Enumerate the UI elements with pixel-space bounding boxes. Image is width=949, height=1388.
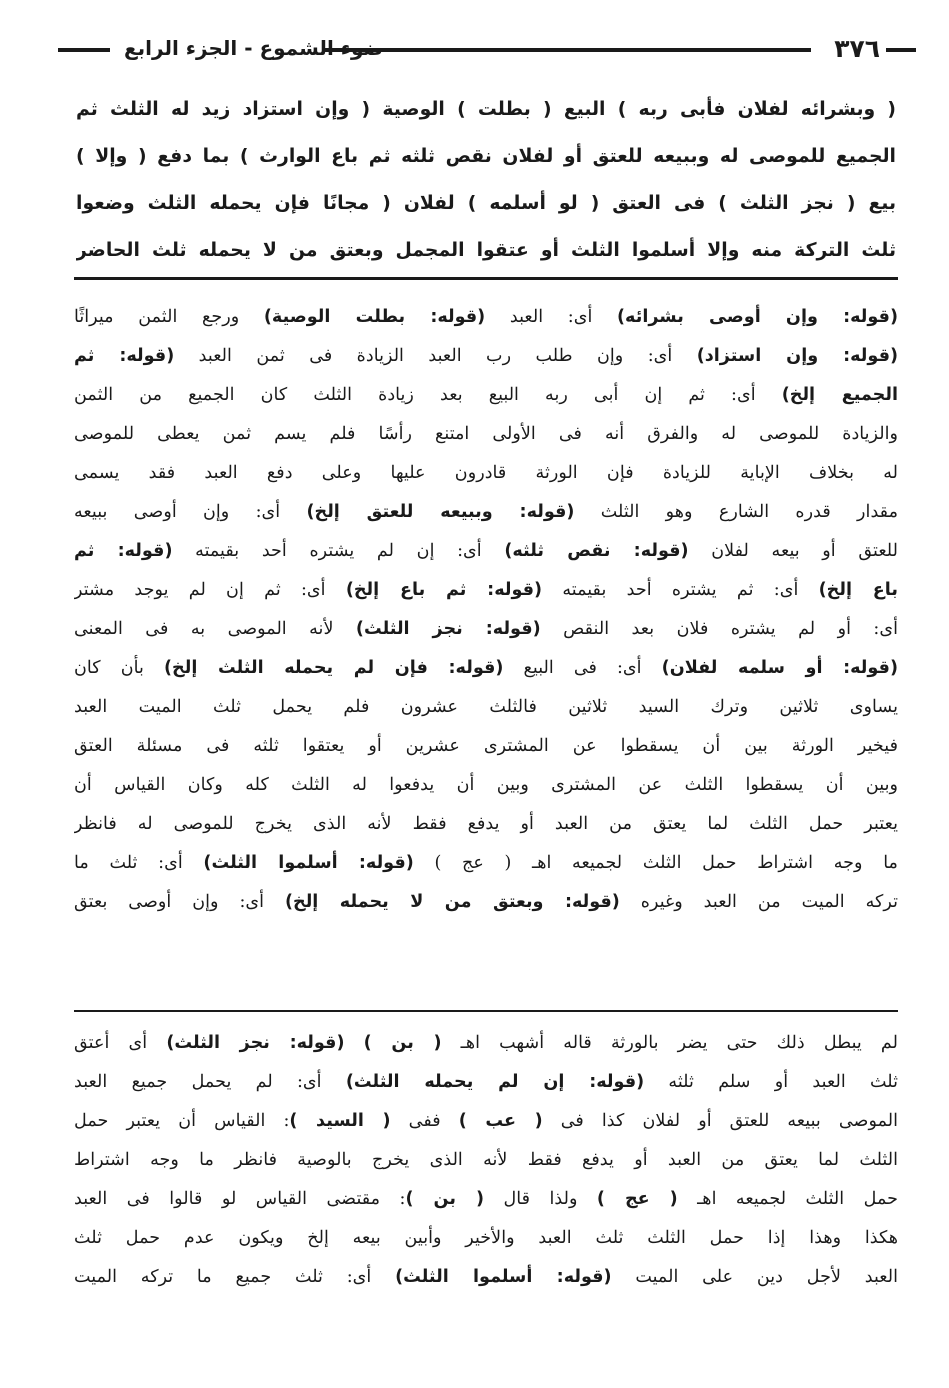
commentary-text: ففى <box>390 1111 459 1131</box>
quoted-lemma: (قوله: ثم <box>74 346 175 366</box>
quoted-lemma: (قوله: أسلموا الثلث) <box>395 1267 612 1287</box>
commentary-text: أى: ثم إن أبى ربه البيع بعد زيادة الثلث كان الجميع من الثمن <box>74 385 782 405</box>
commentary-text: يعتبر حمل الثلث لما يعتق من العبد أو يدفع فقط لأنه الذى يخرج للموصى له فانظر <box>74 814 898 834</box>
quoted-lemma: (قوله: ثم باع إلخ) <box>345 580 543 600</box>
hashiya-line <box>74 1258 898 1297</box>
matn-line: ( وبشرائه لفلان فأبى ربه ) البيع ( بطلت ) الوصية ( وإن استزاد زيد له الثلث ثم <box>76 99 896 120</box>
commentary-text: أى: إن لم يشتره أحد بقيمته <box>172 541 505 561</box>
commentary-text: أى: ثم إن لم يوجد مشتر <box>74 580 346 600</box>
commentary-text: ما وجه اشتراط حمل الثلث لجميعه اهـ ( عج ) <box>413 853 898 873</box>
commentary-text: أى: وإن طلب رب العبد الزيادة فى ثمن العبد <box>174 346 697 366</box>
header-dash-left <box>58 48 110 52</box>
hashiya-line <box>74 1024 898 1063</box>
quoted-lemma: (قوله: وبعتق من لا يحمله إلخ) <box>284 892 620 912</box>
header-dash-right <box>886 48 916 52</box>
quoted-lemma: الجميع إلخ) <box>781 385 898 405</box>
commentary-text: أى: ثلث ما <box>74 853 204 873</box>
commentary-text: أى: لم يحمل جميع العبد <box>74 1072 346 1092</box>
commentary-text <box>344 1033 363 1053</box>
commentary-text: أى أعتق <box>74 1033 167 1053</box>
quoted-lemma: (قوله: إن لم يحمله الثلث) <box>345 1072 645 1092</box>
quoted-lemma: (قوله: أو سلمه لفلان) <box>661 658 898 678</box>
commentary-text: هكذا وهذا إذا حمل الثلث ثلث العبد والأخير وأبين بيعه إلخ ويكون عدم حمل ثلث <box>74 1228 898 1248</box>
commentary-text: ثلث العبد أو سلم ثلثه <box>644 1072 898 1092</box>
hashiya-line <box>74 1063 898 1102</box>
matn-line: الجميع للموصى له وببيعه للعتق أو لفلان نقص ثلثه ثم باع الوارث ) بما دفع ( وإلا ) <box>76 146 896 167</box>
commentary-text: حمل الثلث لجميعه اهـ <box>677 1189 898 1209</box>
quoted-lemma: (قوله: نجز الثلث) <box>166 1033 345 1053</box>
matn-line: ثلث التركة منه وإلا أسلموا الثلث أو عتقوا المجمل وبعتق من لا يحمله ثلث الحاضر <box>76 240 896 261</box>
commentary-text: وبين أن يسقطوا الثلث عن المشترى وبين أن يدفعوا له الثلث كله وكان القياس أن <box>74 775 898 795</box>
sharh-line <box>74 454 898 493</box>
running-title: ضوء الشموع - الجزء الرابع <box>124 36 383 60</box>
quoted-lemma: ( بن ) <box>405 1189 484 1209</box>
commentary-text: تركه الميت من العبد وغيره <box>619 892 898 912</box>
commentary-text: أى: فى البيع <box>503 658 662 678</box>
commentary-text: أى: ثلث جميع ما تركه الميت <box>74 1267 396 1287</box>
quoted-lemma: (قوله: وببيعه للعتق إلخ) <box>306 502 575 522</box>
quoted-lemma: (قوله: أسلموا الثلث) <box>203 853 414 873</box>
commentary-text: يساوى ثلاثين وترك السيد ثلاثين فالثلث عشرون فلم يحمل ثلث الميت العبد <box>74 697 898 717</box>
quoted-lemma: (قوله: نقص ثلثه) <box>504 541 689 561</box>
page-header <box>58 30 916 70</box>
sharh-line <box>74 337 898 376</box>
commentary-text: لم يبطل ذلك حتى يضر بالورثة قاله أشهب اهـ <box>441 1033 898 1053</box>
quoted-lemma: ( عب ) <box>458 1111 543 1131</box>
sharh-line <box>74 493 898 532</box>
commentary-text: والزيادة للموصى له والفرق أنه فى الأولى امتنع رأسًا فلم يسم ثمن يعطى للموصى <box>74 424 898 444</box>
quoted-lemma: (قوله: بطلت الوصية) <box>263 307 486 327</box>
commentary-text: له بخلاف الإباية للزيادة فإن الورثة قادرون عليها وعلى دفع العبد فقد يسمى <box>74 463 898 483</box>
sharh-line <box>74 766 898 805</box>
header-rule <box>323 48 811 52</box>
quoted-lemma: ( بن ) <box>363 1033 442 1053</box>
matn-separator-rule <box>74 277 898 280</box>
commentary-text: : القياس أن يعتبر حمل <box>74 1111 290 1131</box>
quoted-lemma: (قوله: وإن أوصى بشرائه) <box>617 307 898 327</box>
commentary-text: بأن كان <box>74 658 164 678</box>
commentary-text: مقدار قدره الشارع وهو الثلث <box>574 502 898 522</box>
sharh-line <box>74 298 898 337</box>
quoted-lemma: (قوله: فإن لم يحمله الثلث إلخ) <box>164 658 504 678</box>
sharh-line <box>74 649 898 688</box>
sharh-line <box>74 727 898 766</box>
sharh-line <box>74 805 898 844</box>
commentary-text: أى: أو لم يشتره فلان بعد النقص <box>540 619 898 639</box>
quoted-lemma: (قوله: نجز الثلث) <box>355 619 541 639</box>
commentary-text: ورجع الثمن ميراثًا <box>74 307 264 327</box>
sharh-line <box>74 883 898 922</box>
hashiya-line <box>74 1102 898 1141</box>
quoted-lemma: ( السيد ) <box>289 1111 391 1131</box>
sharh-line <box>74 532 898 571</box>
sharh-line <box>74 376 898 415</box>
commentary-text: لأنه الموصى به فى المعنى <box>74 619 356 639</box>
sharh-commentary-block <box>74 298 898 922</box>
commentary-text: : مقتضى القياس لو قالوا فى العبد <box>74 1189 406 1209</box>
page-number: ٣٧٦ <box>834 34 880 63</box>
commentary-text: الموصى ببيعه للعتق أو لفلان كذا فى <box>542 1111 898 1131</box>
quoted-lemma: ( عج ) <box>596 1189 678 1209</box>
sharh-line <box>74 610 898 649</box>
quoted-lemma: (قوله: وإن استزاد) <box>696 346 898 366</box>
commentary-text: أى: العبد <box>485 307 618 327</box>
hashiya-line <box>74 1180 898 1219</box>
commentary-text: الثلث لما يعتق من العبد أو يدفع فقط لأنه الذى يخرج بالوصية فانظر ما وجه اشتراط <box>74 1150 898 1170</box>
quoted-lemma: باع إلخ) <box>818 580 898 600</box>
commentary-text: فيخير الورثة بين أن يسقطوا عن المشترى عشرين أو يعتقوا ثلثه فى مسئلة العتق <box>74 736 898 756</box>
commentary-text: أى: وإن أوصى ببيعه <box>74 502 307 522</box>
commentary-text: أى: ثم يشتره أحد بقيمته <box>542 580 819 600</box>
commentary-text: ولذا قال <box>483 1189 597 1209</box>
hashiya-line <box>74 1141 898 1180</box>
sharh-line <box>74 415 898 454</box>
commentary-text: أى: وإن أوصى بعتق <box>74 892 285 912</box>
matn-text-block <box>76 86 896 274</box>
hashiya-separator-rule <box>74 1010 898 1012</box>
sharh-line <box>74 688 898 727</box>
sharh-line <box>74 571 898 610</box>
hashiya-line <box>74 1219 898 1258</box>
quoted-lemma: (قوله: ثم <box>74 541 173 561</box>
commentary-text: للعتق أو بيعه لفلان <box>688 541 898 561</box>
commentary-text: العبد لأجل دين على الميت <box>611 1267 898 1287</box>
hashiya-footnote-block <box>74 1024 898 1297</box>
sharh-line <box>74 844 898 883</box>
matn-line: بيع ( نجز الثلث ) فى العتق ( لو أسلمه ) لفلان ( مجانًا فإن يحمله الثلث وضعوا <box>76 193 896 214</box>
